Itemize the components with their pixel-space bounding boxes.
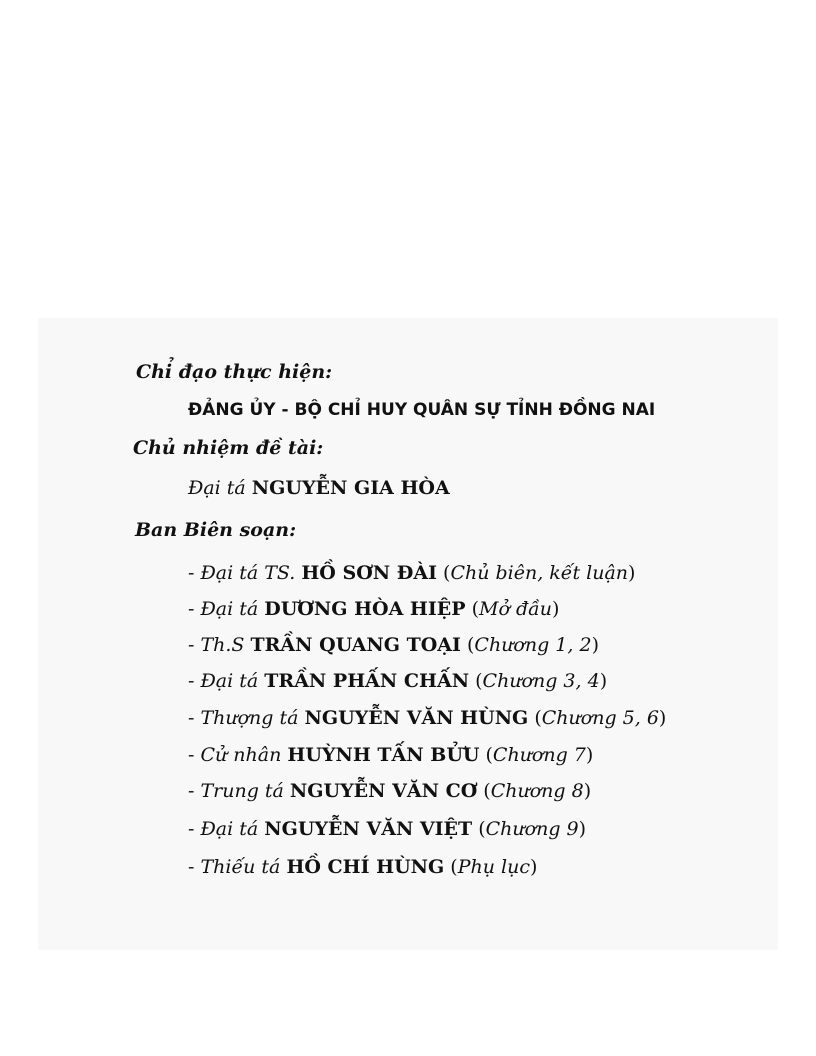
member-rank: Thiếu tá xyxy=(200,856,281,878)
member-rank: Trung tá xyxy=(200,780,284,802)
member-role: Phụ lục xyxy=(457,856,530,878)
member-entry: - Th.S TRẦN QUANG TOẠI (Chương 1, 2) xyxy=(188,634,599,656)
lead-rank: Đại tá xyxy=(188,477,246,499)
direction-organization: ĐẢNG ỦY - BỘ CHỈ HUY QUÂN SỰ TỈNH ĐỒNG NAI xyxy=(188,400,656,420)
member-role: Chương 5, 6 xyxy=(541,707,659,729)
board-heading: Ban Biên soạn: xyxy=(135,519,297,541)
member-role: Chủ biên, kết luận xyxy=(450,562,629,584)
member-entry: - Trung tá NGUYỄN VĂN CƠ (Chương 8) xyxy=(188,780,592,802)
member-name: DƯƠNG HÒA HIỆP xyxy=(264,598,466,620)
member-name: NGUYỄN VĂN VIỆT xyxy=(264,818,473,840)
member-rank: Đại tá xyxy=(200,598,259,620)
lead-name: NGUYỄN GIA HÒA xyxy=(251,477,450,499)
member-rank: Đại tá xyxy=(200,670,259,692)
member-name: HỒ SƠN ĐÀI xyxy=(301,562,437,584)
member-entry: - Đại tá NGUYỄN VĂN VIỆT (Chương 9) xyxy=(188,818,587,840)
member-name: TRẦN QUANG TOẠI xyxy=(250,634,461,656)
member-role: Chương 1, 2 xyxy=(474,634,592,656)
lead-heading: Chủ nhiệm đề tài: xyxy=(133,437,324,459)
member-rank: Đại tá TS. xyxy=(200,562,296,584)
member-entry: - Đại tá DƯƠNG HÒA HIỆP (Mở đầu) xyxy=(188,598,560,620)
lead-entry xyxy=(188,476,450,500)
member-name: TRẦN PHẤN CHẤN xyxy=(264,670,470,692)
member-role: Mở đầu xyxy=(479,598,552,620)
member-role: Chương 3, 4 xyxy=(482,670,600,692)
member-entry: - Cử nhân HUỲNH TẤN BỬU (Chương 7) xyxy=(188,744,594,766)
member-rank: Th.S xyxy=(200,634,245,656)
member-role: Chương 9 xyxy=(485,818,579,840)
member-name: NGUYỄN VĂN CƠ xyxy=(289,780,478,802)
member-name: NGUYỄN VĂN HÙNG xyxy=(304,707,529,729)
member-name: HỒ CHÍ HÙNG xyxy=(286,856,445,878)
member-rank: Thượng tá xyxy=(200,707,299,729)
member-rank: Cử nhân xyxy=(200,744,282,766)
member-role: Chương 8 xyxy=(490,780,584,802)
member-entry: - Đại tá TS. HỒ SƠN ĐÀI (Chủ biên, kết luận) xyxy=(188,562,636,584)
member-name: HUỲNH TẤN BỬU xyxy=(287,744,480,766)
direction-heading: Chỉ đạo thực hiện: xyxy=(136,361,333,383)
member-entry: - Đại tá TRẦN PHẤN CHẤN (Chương 3, 4) xyxy=(188,670,608,692)
member-entry: - Thiếu tá HỒ CHÍ HÙNG (Phụ lục) xyxy=(188,856,538,878)
member-role: Chương 7 xyxy=(492,744,586,766)
member-entry: - Thượng tá NGUYỄN VĂN HÙNG (Chương 5, 6) xyxy=(188,707,667,729)
member-rank: Đại tá xyxy=(200,818,259,840)
